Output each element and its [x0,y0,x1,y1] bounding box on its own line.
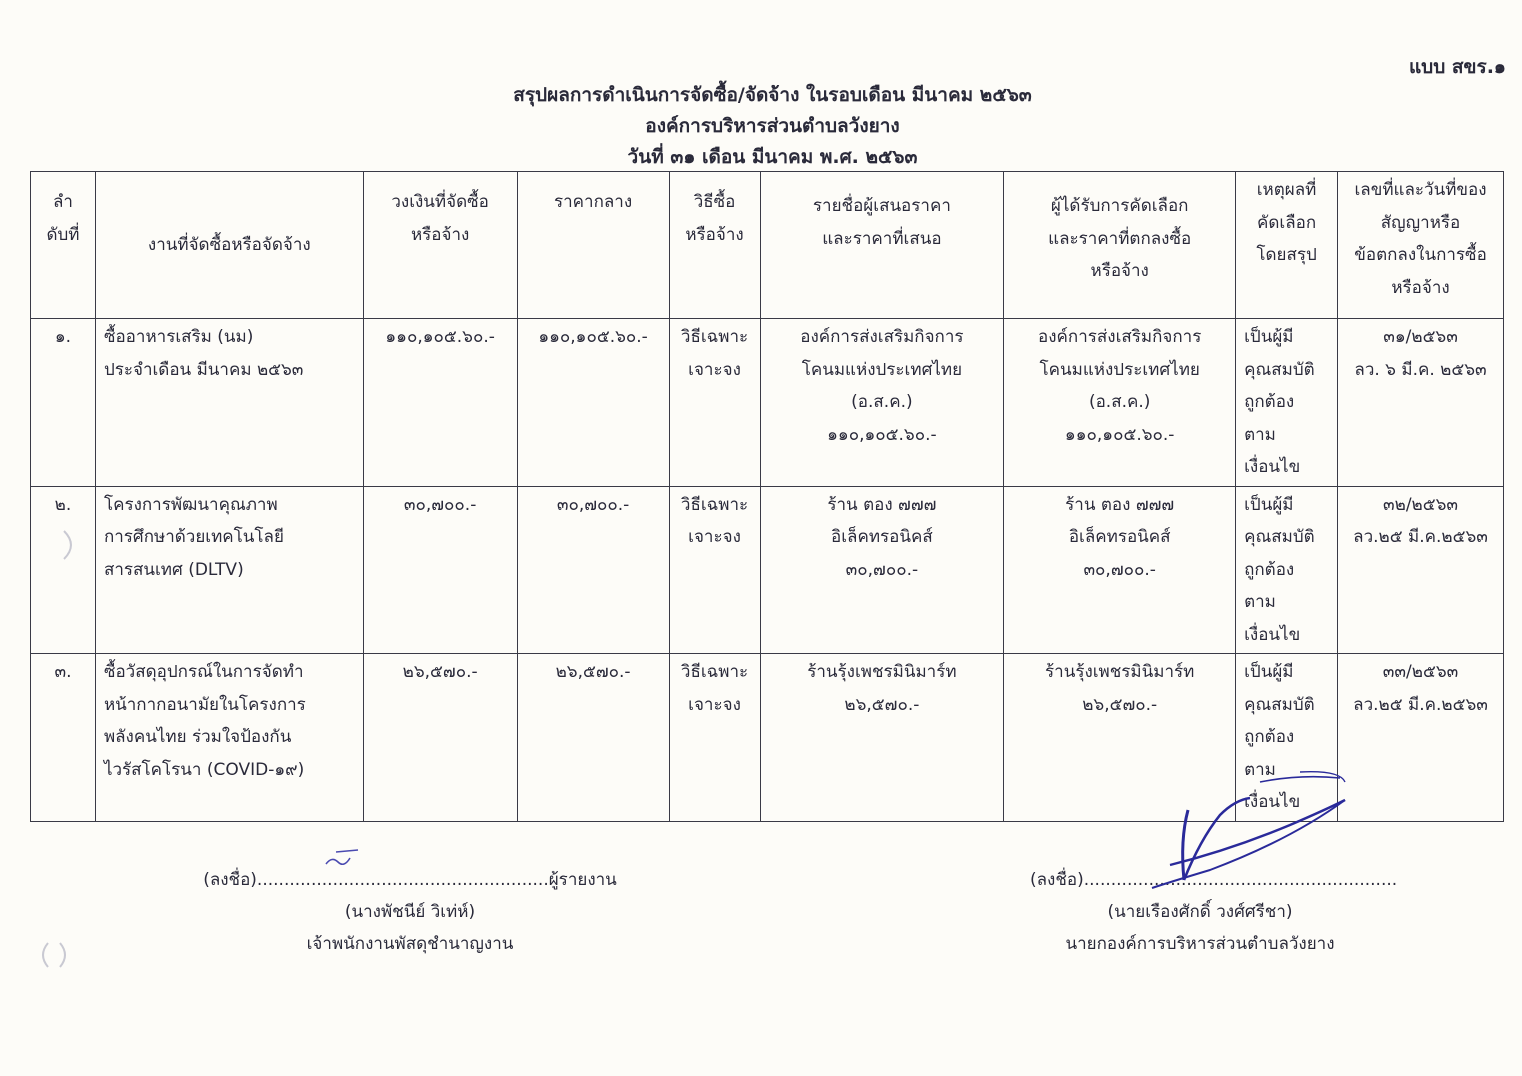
cell-no: ๑. [31,319,96,487]
cell-budget: ๓๐,๗๐๐.- [363,486,517,654]
table-row [31,486,1504,654]
header-method: วิธีซื้อ หรือจ้าง [669,172,760,319]
cell-budget: ๒๖,๕๗๐.- [363,654,517,822]
table-row [31,319,1504,487]
cell-contract: ๓๓/๒๕๖๓ ลว.๒๕ มี.ค.๒๕๖๓ [1338,654,1504,822]
header-selected: ผู้ได้รับการคัดเลือก และราคาที่ตกลงซื้อ หรือจ้าง [1004,172,1236,319]
header-contract: เลขที่และวันที่ของ สัญญาหรือ ข้อตกลงในการซื้อ หรือจ้าง [1338,172,1504,319]
approver-signature-block [1030,864,1398,960]
cell-bidders: ร้านรุ้งเพชรมินิมาร์ท ๒๖,๕๗๐.- [760,654,1004,822]
cell-median-price: ๑๑๐,๑๐๕.๖๐.- [517,319,669,487]
cell-method: วิธีเฉพาะ เจาะจง [669,319,760,487]
cell-selected: ร้านรุ้งเพชรมินิมาร์ท ๒๖,๕๗๐.- [1004,654,1236,822]
header-no: ลำ ดับที่ [31,172,96,319]
cell-no: ๓. [31,654,96,822]
title-line-2: องค์การบริหารส่วนตำบลวังยาง [645,115,900,137]
cell-item: ซื้อวัสดุอุปกรณ์ในการจัดทำ หน้ากากอนามัยในโครงการ พลังคนไทย ร่วมใจป้องกัน ไวรัสโคโรนา (COVID-๑๙) [95,654,363,822]
title-line-1: สรุปผลการดำเนินการจัดซื้อ/จัดจ้าง ในรอบเดือน มีนาคม ๒๕๖๓ [513,84,1032,106]
cell-method: วิธีเฉพาะ เจาะจง [669,486,760,654]
reporter-sign-line: (ลงชื่อ)......................................................ผู้รายงาน [203,870,617,890]
table-header-row [31,172,1504,319]
punch-hole-mark [52,525,82,565]
document-title [0,80,1522,173]
header-median-price: ราคากลาง [517,172,669,319]
procurement-table [30,171,1504,822]
form-code: แบบ สขร.๑ [1408,56,1506,78]
cell-item: โครงการพัฒนาคุณภาพ การศึกษาด้วยเทคโนโลยี สารสนเทศ (DLTV) [95,486,363,654]
cell-method: วิธีเฉพาะ เจาะจง [669,654,760,822]
cell-reason: เป็นผู้มี คุณสมบัติ ถูกต้อง ตาม เงื่อนไข [1236,486,1338,654]
reporter-name: (นางพัชนีย์ วิเท่ห์) [344,902,476,922]
cell-contract: ๓๑/๒๕๖๓ ลว. ๖ มี.ค. ๒๕๖๓ [1338,319,1504,487]
cell-bidders: ร้าน ตอง ๗๗๗ อิเล็คทรอนิคส์ ๓๐,๗๐๐.- [760,486,1004,654]
approver-sign-line: (ลงชื่อ).......................................................... [1030,870,1398,890]
cell-item: ซื้ออาหารเสริม (นม) ประจำเดือน มีนาคม ๒๕๖๓ [95,319,363,487]
cell-median-price: ๒๖,๕๗๐.- [517,654,669,822]
header-item: งานที่จัดซื้อหรือจัดจ้าง [95,172,363,319]
cell-reason: เป็นผู้มี คุณสมบัติ ถูกต้อง ตาม เงื่อนไข [1236,654,1338,822]
table-row [31,654,1504,822]
cell-contract: ๓๒/๒๕๖๓ ลว.๒๕ มี.ค.๒๕๖๓ [1338,486,1504,654]
header-budget: วงเงินที่จัดซื้อ หรือจ้าง [363,172,517,319]
cell-bidders: องค์การส่งเสริมกิจการ โคนมแห่งประเทศไทย (อ.ส.ค.) ๑๑๐,๑๐๕.๖๐.- [760,319,1004,487]
punch-hole-mark [34,935,74,975]
cell-no: ๒. [31,486,96,654]
cell-selected: องค์การส่งเสริมกิจการ โคนมแห่งประเทศไทย (อ.ส.ค.) ๑๑๐,๑๐๕.๖๐.- [1004,319,1236,487]
cell-selected: ร้าน ตอง ๗๗๗ อิเล็คทรอนิคส์ ๓๐,๗๐๐.- [1004,486,1236,654]
approver-name: (นายเรืองศักดิ์ วงศ์ศรีชา) [1107,902,1293,922]
cell-budget: ๑๑๐,๑๐๕.๖๐.- [363,319,517,487]
cell-median-price: ๓๐,๗๐๐.- [517,486,669,654]
header-reason: เหตุผลที่ คัดเลือก โดยสรุป [1236,172,1338,319]
approver-position: นายกองค์การบริหารส่วนตำบลวังยาง [1065,934,1335,954]
reporter-position: เจ้าพนักงานพัสดุชำนาญงาน [306,934,514,954]
cell-reason: เป็นผู้มี คุณสมบัติ ถูกต้อง ตาม เงื่อนไข [1236,319,1338,487]
title-line-3: วันที่ ๓๑ เดือน มีนาคม พ.ศ. ๒๕๖๓ [627,146,918,168]
header-bidders: รายชื่อผู้เสนอราคา และราคาที่เสนอ [760,172,1004,319]
reporter-signature-block [200,864,620,960]
